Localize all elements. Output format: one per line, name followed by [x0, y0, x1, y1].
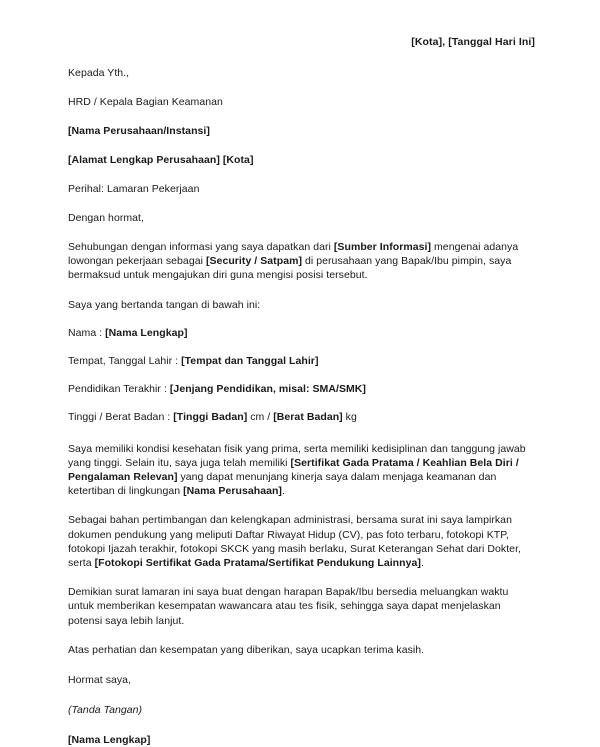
field-tempat-tanggal-lahir	[68, 354, 535, 368]
field-tempat-tanggal-lahir-label: Tempat, Tanggal Lahir :	[68, 354, 182, 367]
intro-text-part2: mengenai adanya lowongan pekerjaan sebagai	[68, 241, 519, 268]
attachments-text-part1: Sebagai bahan pertimbangan dan kelengkapan administrasi, bersama surat ini saya lampirkan dokumen pendukung yang meliputi Daftar Riwayat Hidup (CV), pas foto terbaru, fotokopi KTP, fotokopi Ijazah terakhir, fotokopi SKCK yang masih berlaku, Surat Keterangan Sehat dari Dokter, serta	[68, 514, 522, 570]
qualification-text-part2: yang dapat menunjang kinerja saya dalam menjaga keamanan dan ketertiban di lingkungan	[68, 471, 497, 498]
field-pendidikan-terakhir-value: [Jenjang Pendidikan, misal: SMA/SMK]	[169, 382, 366, 395]
salutation-line: Kepada Yth.,	[68, 67, 130, 79]
field-tempat-tanggal-lahir-value: [Tempat dan Tanggal Lahir]	[181, 354, 319, 367]
qualification-text-part3: .	[281, 485, 285, 498]
undersigned-intro-line: Saya yang bertanda tangan di bawah ini:	[68, 298, 261, 311]
field-berat-unit: kg	[342, 410, 357, 423]
attachment-placeholder: [Fotokopi Sertifikat Gada Pratama/Sertifikat Pendukung Lainnya]	[94, 557, 421, 570]
source-placeholder: [Sumber Informasi]	[333, 241, 432, 253]
company-address-line: [Alamat Lengkap Perusahaan] [Kota]	[68, 154, 254, 166]
signature-placeholder-line: (Tanda Tangan)	[68, 704, 143, 717]
sign-off-line: Hormat saya,	[68, 674, 132, 687]
attachments-text-part2: .	[420, 557, 424, 570]
subject-line: Perihal: Lamaran Pekerjaan	[68, 183, 200, 195]
thanks-paragraph: Atas perhatian dan kesempatan yang diberikan, saya ucapkan terima kasih.	[68, 643, 425, 656]
field-pendidikan-terakhir-label: Pendidikan Terakhir :	[68, 382, 170, 395]
intro-paragraph	[68, 240, 535, 283]
field-nama-value: [Nama Lengkap]	[105, 326, 188, 339]
field-tinggi-berat-label: Tinggi / Berat Badan :	[68, 410, 174, 423]
company-name-line: [Nama Perusahaan/Instansi]	[68, 125, 210, 137]
intro-text-part3: di perusahaan yang Bapak/Ibu pimpin, saya bermaksud untuk mengajukan diri guna mengisi posisi tersebut.	[68, 255, 512, 282]
closing-paragraph: Demikian surat lamaran ini saya buat dengan harapan Bapak/Ibu bersedia meluangkan waktu untuk memberikan kesempatan wawancara atau tes fisik, sehingga saya dapat menjelaskan potensi saya lebih lanjut.	[68, 586, 509, 627]
field-tinggi-unit: cm /	[247, 410, 274, 423]
field-nama	[68, 326, 535, 340]
signer-name-line: [Nama Lengkap]	[68, 734, 151, 747]
position-placeholder: [Security / Satpam]	[205, 255, 303, 268]
field-tinggi-badan-value: [Tinggi Badan]	[173, 410, 248, 423]
qualification-paragraph	[68, 442, 535, 499]
field-nama-label: Nama :	[68, 326, 106, 339]
company-name-placeholder: [Nama Perusahaan]	[183, 485, 282, 498]
certificate-placeholder: [Sertifikat Gada Pratama / Keahlian Bela Diri / Pengalaman Relevan]	[68, 456, 519, 484]
qualification-text-part1: Saya memiliki kondisi kesehatan fisik yang prima, serta memiliki kedisiplinan dan tanggung jawab yang tinggi. Selain itu, saya juga telah memiliki	[68, 442, 526, 469]
field-pendidikan-terakhir	[68, 382, 535, 396]
attachments-paragraph	[68, 513, 535, 570]
document-date-line: [Kota], [Tanggal Hari Ini]	[411, 36, 535, 48]
field-tinggi-berat-badan	[68, 410, 535, 424]
greeting-line: Dengan hormat,	[68, 212, 144, 224]
field-berat-badan-value: [Berat Badan]	[273, 410, 343, 423]
intro-text-part1: Sehubungan dengan informasi yang saya dapatkan dari	[68, 241, 334, 253]
recipient-role-line: HRD / Kepala Bagian Keamanan	[68, 96, 223, 108]
